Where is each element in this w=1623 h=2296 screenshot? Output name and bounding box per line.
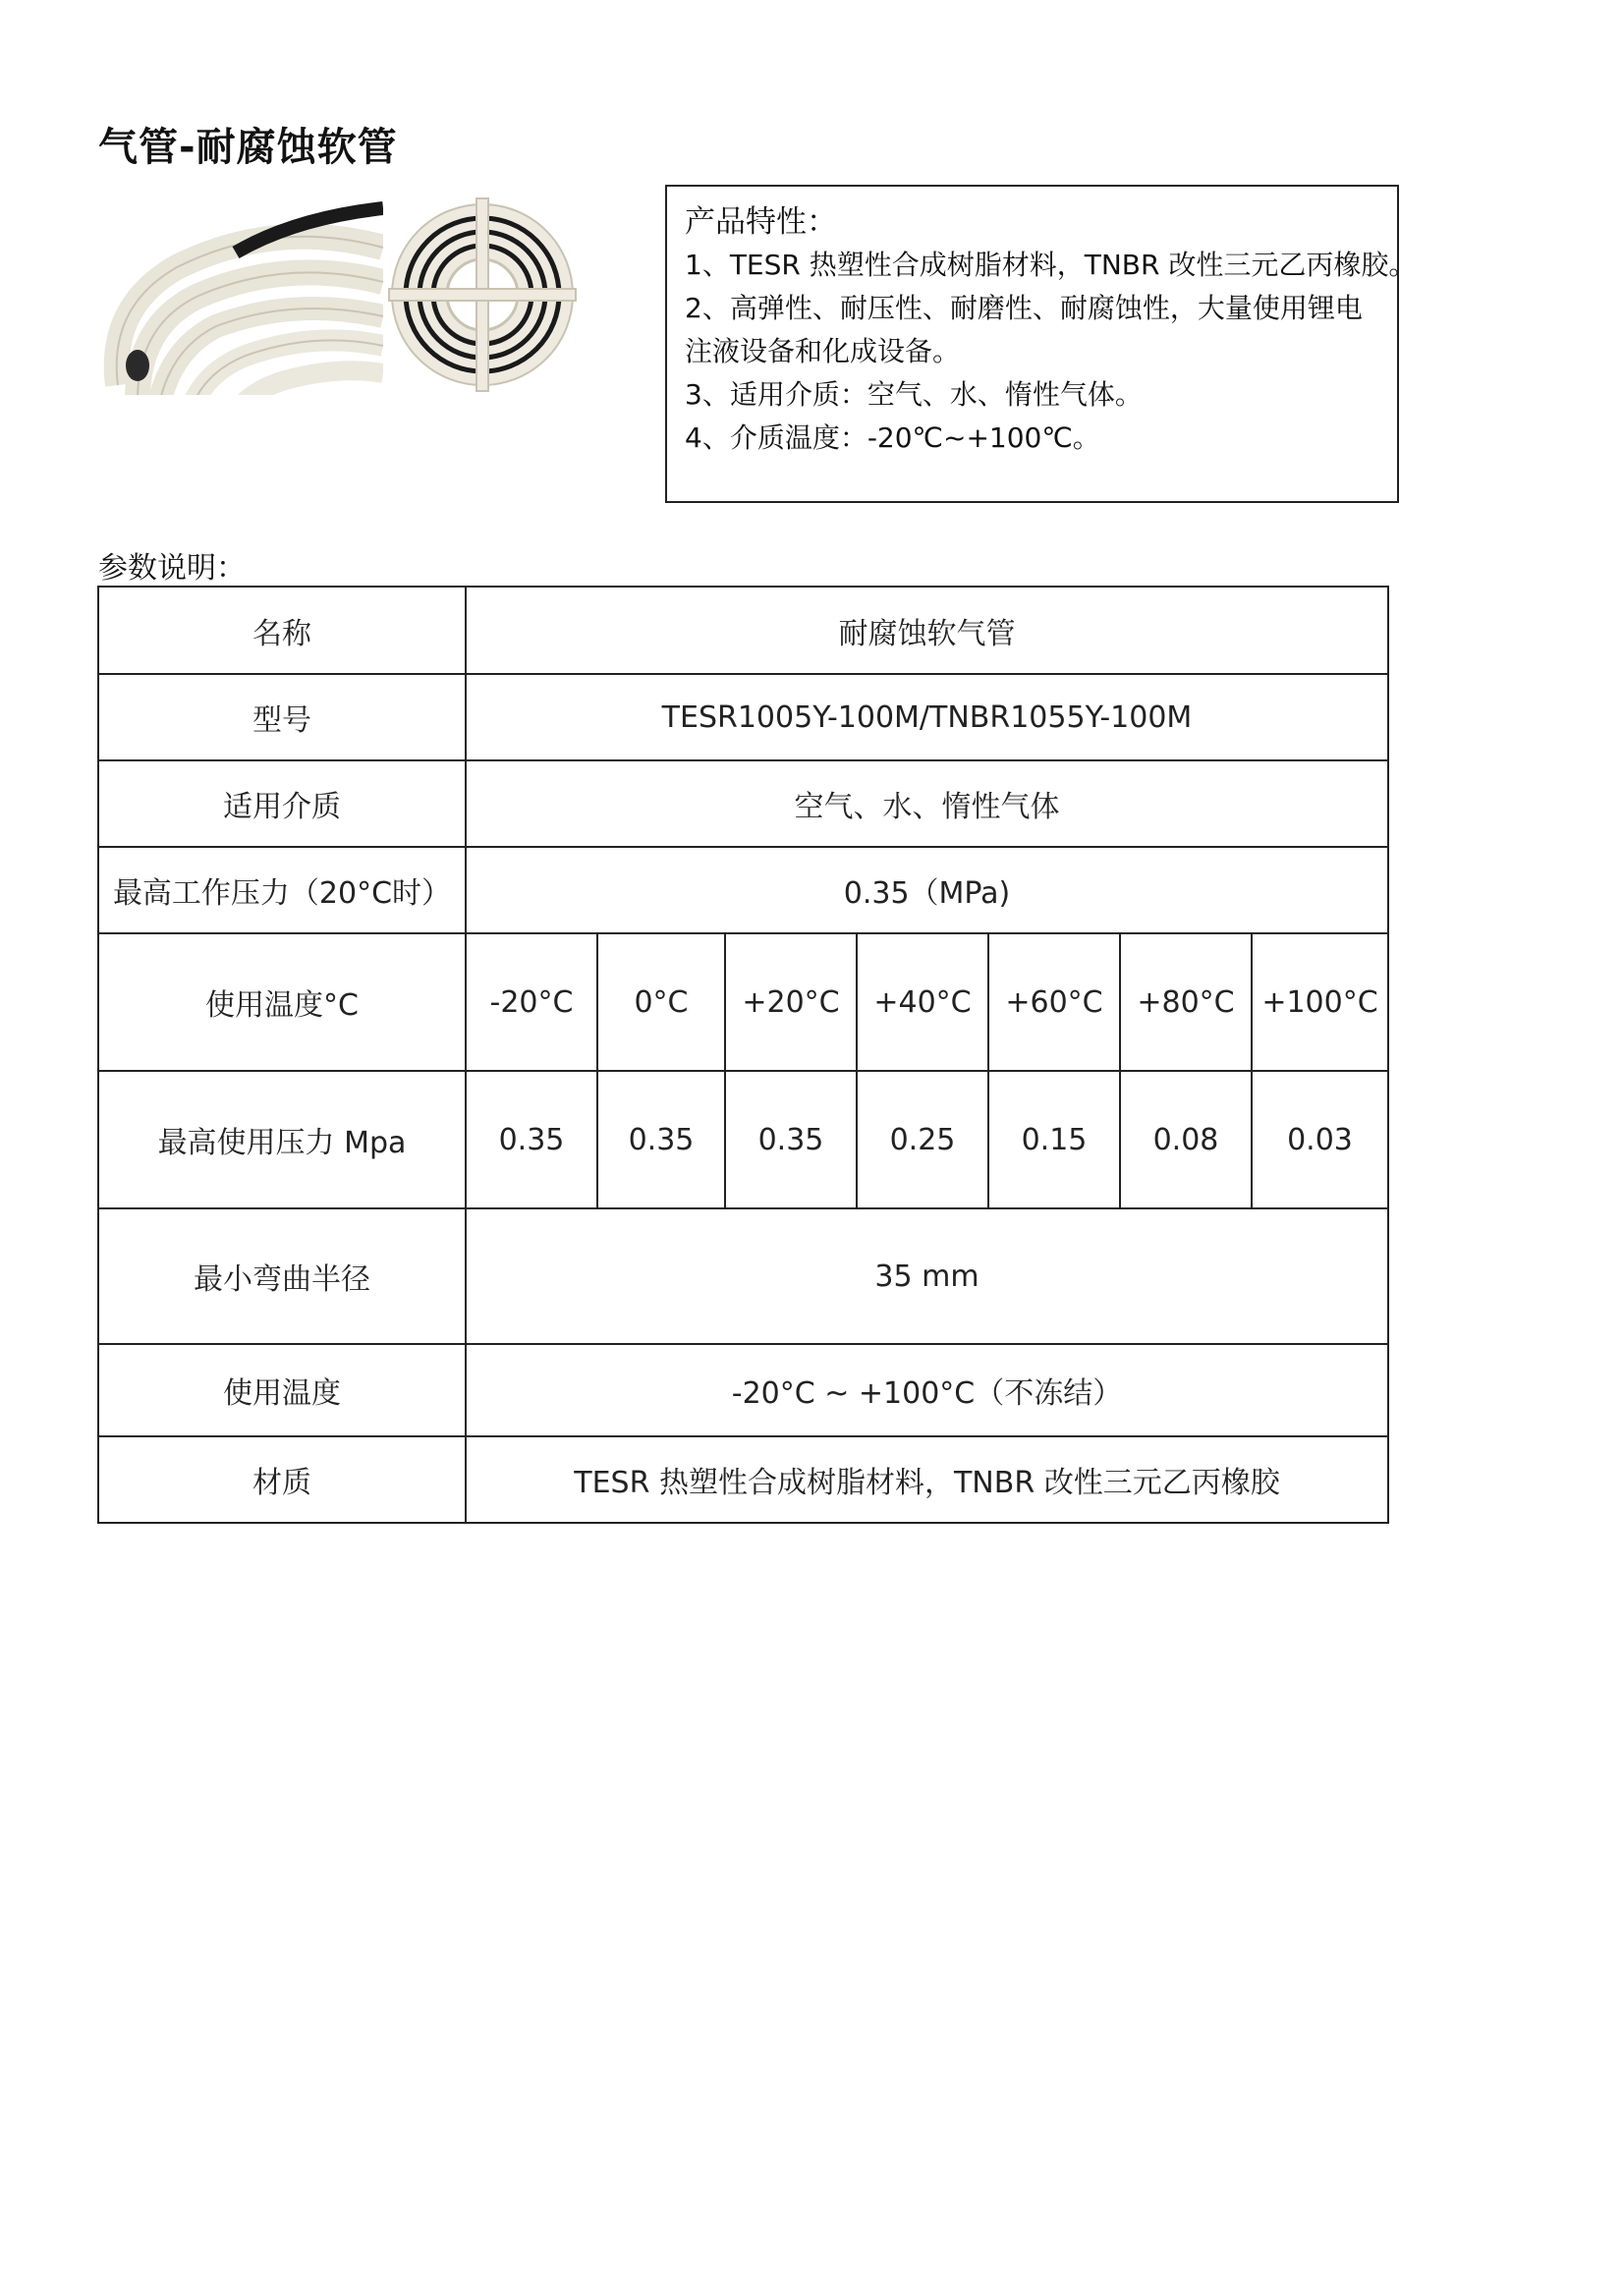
pressure-cell: 0.15	[988, 1071, 1120, 1208]
pressure-cell: 0.35	[466, 1071, 597, 1208]
temp-cell: +20°C	[725, 933, 857, 1071]
table-row	[98, 847, 1388, 933]
bend-radius-label: 最小弯曲半径	[98, 1208, 466, 1344]
medium-label: 适用介质	[98, 760, 466, 847]
table-row	[98, 1344, 1388, 1436]
name-label: 名称	[98, 587, 466, 674]
temp-cell: +60°C	[988, 933, 1120, 1071]
temp-label: 使用温度°C	[98, 933, 466, 1071]
pressure-cell: 0.35	[725, 1071, 857, 1208]
feature-item-1: 1、TESR 热塑性合成树脂材料，TNBR 改性三元乙丙橡胶。	[685, 249, 1417, 281]
temp-cell: 0°C	[597, 933, 725, 1071]
spec-table	[97, 586, 1389, 1524]
material-value: TESR 热塑性合成树脂材料，TNBR 改性三元乙丙橡胶	[466, 1436, 1388, 1523]
use-temp-value: -20°C ~ +100°C（不冻结）	[466, 1344, 1388, 1436]
pressure-label: 最高使用压力 Mpa	[98, 1071, 466, 1208]
max-pressure-value: 0.35（MPa)	[466, 847, 1388, 933]
table-row	[98, 1436, 1388, 1523]
feature-item-4: 4、介质温度：-20℃~+100℃。	[685, 421, 1100, 454]
pressure-cell: 0.03	[1252, 1071, 1388, 1208]
table-row	[98, 933, 1388, 1071]
max-pressure-label: 最高工作压力（20°C时）	[98, 847, 466, 933]
table-row	[98, 1208, 1388, 1344]
feature-item-3: 3、适用介质：空气、水、惰性气体。	[685, 378, 1143, 411]
material-label: 材质	[98, 1436, 466, 1523]
temp-cell: +100°C	[1252, 933, 1388, 1071]
pressure-cell: 0.25	[857, 1071, 988, 1208]
hose-coil-side-image	[98, 189, 383, 395]
params-label: 参数说明：	[98, 551, 246, 586]
features-heading: 产品特性：	[685, 204, 837, 240]
table-row	[98, 760, 1388, 847]
pressure-cell: 0.08	[1120, 1071, 1252, 1208]
table-row	[98, 587, 1388, 674]
medium-value: 空气、水、惰性气体	[466, 760, 1388, 847]
table-row	[98, 674, 1388, 760]
use-temp-label: 使用温度	[98, 1344, 466, 1436]
product-features-box	[665, 185, 1417, 503]
page-title: 气管-耐腐蚀软管	[98, 125, 398, 170]
temp-cell: +40°C	[857, 933, 988, 1071]
temp-cell: -20°C	[466, 933, 597, 1071]
temp-cell: +80°C	[1120, 933, 1252, 1071]
hose-coil-top-image	[385, 189, 580, 395]
feature-item-2: 2、高弹性、耐压性、耐磨性、耐腐蚀性，大量使用锂电注液设备和化成设备。	[685, 292, 1363, 367]
table-row	[98, 1071, 1388, 1208]
pressure-cell: 0.35	[597, 1071, 725, 1208]
bend-radius-value: 35 mm	[466, 1208, 1388, 1344]
model-value: TESR1005Y-100M/TNBR1055Y-100M	[466, 674, 1388, 760]
model-label: 型号	[98, 674, 466, 760]
name-value: 耐腐蚀软气管	[466, 587, 1388, 674]
